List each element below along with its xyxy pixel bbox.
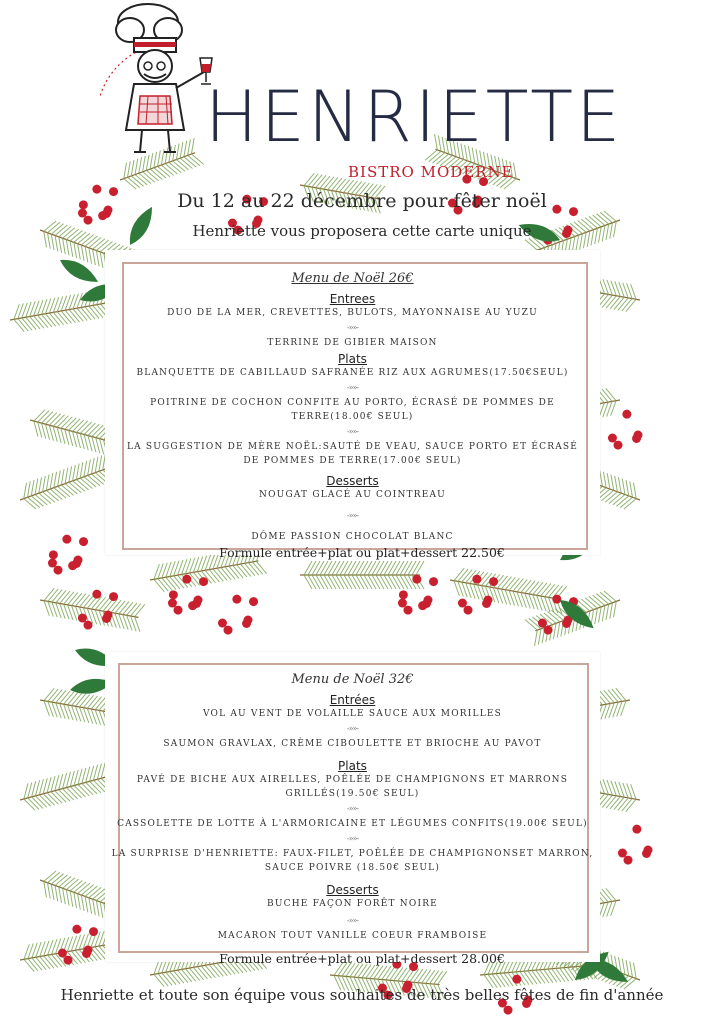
intro-line-1: Du 12 au 22 décembre pour fêter noël: [177, 190, 547, 212]
menu-2: [105, 672, 600, 943]
separator: -»»-: [346, 427, 359, 436]
menu-2-dessert-1: BUCHE FAÇON FORÊT NOIRE: [267, 899, 438, 909]
menu-1-formula: Formule entrée+plat ou plat+dessert 22.50€: [219, 545, 505, 560]
menu-2-dessert-2: MACARON TOUT VANILLE COEUR FRAMBOISE: [217, 931, 488, 941]
menu-1-entree-2: TERRINE DE GIBIER MAISON: [267, 338, 438, 348]
menu-1-plat-2-line-2: TERRE(18.00€ SEUL): [291, 412, 414, 422]
menu-1-entree-1: DUO DE LA MER, CREVETTES, BULOTS, MAYONNAISE AU YUZU: [167, 308, 538, 318]
menu-1-plat-3-line-2: DE POMMES DE TERRE(17.00€ SEUL): [243, 456, 462, 466]
brand-name: HENRIETTE: [205, 76, 624, 158]
menu-1-plat-2-line-1: POITRINE DE COCHON CONFITE AU PORTO, ÉCRASÉ DE POMMES DE: [150, 398, 555, 408]
menu-1-dessert-1: NOUGAT GLACÉ AU COINTREAU: [259, 490, 446, 500]
menu-1-entrees-heading: Entrees: [329, 292, 376, 306]
menu-2-entree-1: VOL AU VENT DE VOLAILLE SAUCE AUX MORILLES: [202, 709, 503, 719]
menu-2-plat-2: CASSOLETTE DE LOTTE À L'ARMORICAINE ET LÉGUMES CONFITS(19.00€ SEUL): [117, 819, 588, 829]
menu-2-entree-2: SAUMON GRAVLAX, CRÈME CIBOULETTE ET BRIOCHE AU PAVOT: [163, 739, 542, 749]
header: [0, 0, 724, 190]
separator: -»»-: [346, 724, 359, 733]
menu-1-desserts-heading: Desserts: [326, 474, 379, 488]
menu-2-entrees-heading: Entrées: [329, 693, 376, 707]
menu-1-plat-1: BLANQUETTE DE CABILLAUD SAFRANÉE RIZ AUX AGRUMES(17.50€SEUL): [136, 368, 569, 378]
menu-2-plat-1-line-2: GRILLÉS(19.50€ SEUL): [285, 789, 420, 799]
menu-1-plat-3-line-1: LA SUGGESTION DE MÈRE NOËL:SAUTÉ DE VEAU, SAUCE PORTO ET ÉCRASÉ: [126, 442, 579, 452]
menu-2-desserts-heading: Desserts: [326, 883, 379, 897]
menu-1: [105, 271, 600, 544]
menu-2-plat-1-line-1: PAVÉ DE BICHE AUX AIRELLES, POÊLÉE DE CHAMPIGNONS ET MARRONS: [136, 775, 569, 785]
menu-2-plats-heading: Plats: [338, 759, 367, 773]
separator: -»»-: [346, 804, 359, 813]
menu-2-formula: Formule entrée+plat ou plat+dessert 28.00€: [219, 951, 505, 966]
menu-1-dessert-2: DÔME PASSION CHOCOLAT BLANC: [251, 532, 454, 542]
menu-2-plat-3-line-2: SAUCE POIVRE (18.50€ SEUL): [264, 863, 441, 873]
separator: -»»-: [346, 511, 359, 520]
intro-line-2: Henriette vous proposera cette carte unique: [192, 222, 532, 240]
menu-1-plats-heading: Plats: [338, 352, 367, 366]
menu-2-plat-3-line-1: LA SURPRISE D'HENRIETTE: FAUX-FILET, POÊLÉE DE CHAMPIGNONSET MARRON,: [111, 849, 594, 859]
separator: -»»-: [346, 323, 359, 332]
menu-2-title: Menu de Noël 32€: [291, 672, 414, 687]
separator: -»»-: [346, 916, 359, 925]
separator: -»»-: [346, 834, 359, 843]
footer-greeting: Henriette et toute son équipe vous souhaites de très belles fêtes de fin d'année: [60, 986, 664, 1004]
menu-1-title: Menu de Noël 26€: [291, 271, 414, 286]
brand-subtitle: BISTRO MODERNE: [348, 163, 514, 181]
separator: -»»-: [346, 383, 359, 392]
